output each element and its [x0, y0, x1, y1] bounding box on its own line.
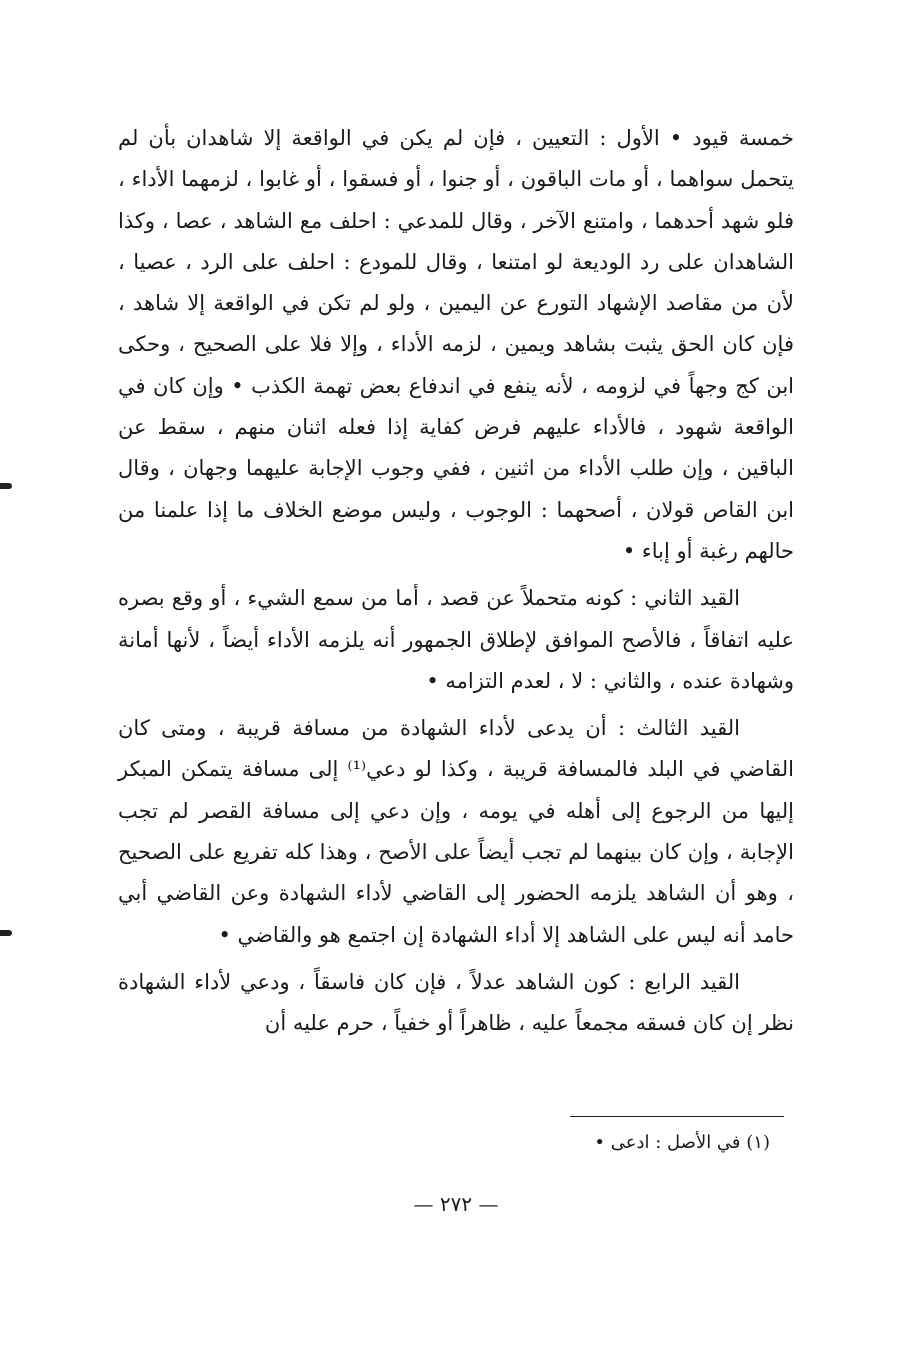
paragraph-2: القيد الثاني : كونه متحملاً عن قصد ، أما من سمع الشيء ، أو وقع بصره عليه اتفاقاً ، فالأصح الموافق لإطلاق الجمهور أنه يلزمه الأداء أيضاً ، لأنها أمانة وشهادة عنده ، والثاني : لا ، لعدم التزامه •	[118, 586, 794, 693]
scan-edge-mark	[0, 483, 12, 489]
main-text	[118, 118, 794, 1045]
footnote-divider	[570, 1116, 784, 1117]
page-number: — ٢٧٢ —	[413, 1192, 499, 1216]
paragraph-4: القيد الرابع : كون الشاهد عدلاً ، فإن كان فاسقاً ، ودعي لأداء الشهادة نظر إن كان فسقه مجمعاً عليه ، ظاهراً أو خفياً ، حرم عليه أن	[118, 969, 794, 1036]
scan-edge-mark	[0, 930, 12, 936]
paragraph-3: القيد الثالث : أن يدعى لأداء الشهادة من مسافة قريبة ، ومتى كان القاضي في البلد فالمسافة قريبة ، وكذا لو دعي⁽¹⁾ إلى مسافة يتمكن المبكر إليها من الرجوع إلى أهله في يومه ، وإن دعي إلى مسافة القصر لم تجب الإجابة ، وإن كان بينهما لم تجب أيضاً على الأصح ، وهذا كله تفريع على الصحيح ، وهو أن الشاهد يلزمه الحضور إلى القاضي لأداء الشهادة وعن القاضي أبي حامد أنه ليس على الشاهد إلا أداء الشهادة إن اجتمع هو والقاضي •	[118, 716, 794, 947]
paragraph-1: خمسة قيود • الأول : التعيين ، فإن لم يكن في الواقعة إلا شاهدان بأن لم يتحمل سواهما ، أو مات الباقون ، أو جنوا ، أو فسقوا ، أو غابوا ، لزمهما الأداء ، فلو شهد أحدهما ، وامتنع الآخر ، وقال للمدعي : احلف مع الشاهد ، عصا ، وكذا الشاهدان على رد الوديعة لو امتنعا ، وقال للمودع : احلف على الرد ، عصيا ، لأن من مقاصد الإشهاد التورع عن اليمين ، ولو لم تكن في الواقعة إلا شاهد ، فإن كان الحق يثبت بشاهد ويمين ، لزمه الأداء ، وإلا فلا على الصحيح ، وحكى ابن كج وجهاً في لزومه ، لأنه ينفع في اندفاع بعض تهمة الكذب • وإن كان في الواقعة شهود ، فالأداء عليهم فرض كفاية إذا فعله اثنان منهم ، سقط عن الباقين ، وإن طلب الأداء من اثنين ، ففي وجوب الإجابة عليهما وجهان ، وقال ابن القاص قولان ، أصحهما : الوجوب ، وليس موضع الخلاف ما إذا علمنا من حالهم رغبة أو إباء •	[118, 126, 794, 563]
footnote: (١) في الأصل : ادعى •	[594, 1132, 770, 1153]
